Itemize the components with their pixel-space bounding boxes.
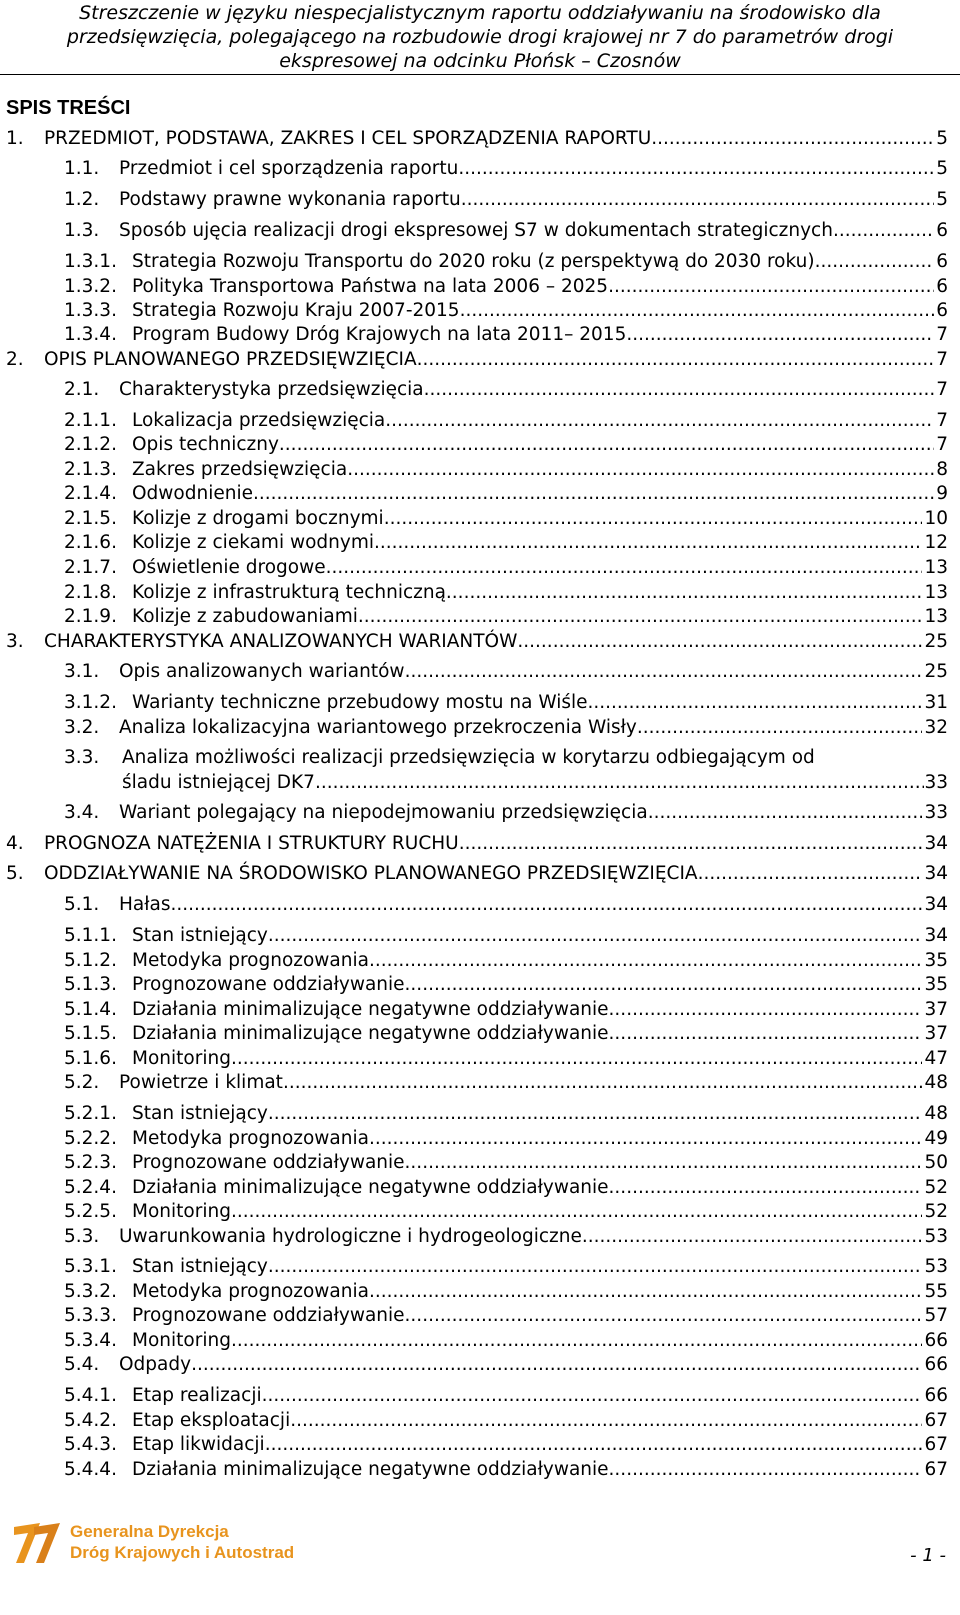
- logo-line-1: Generalna Dyrekcja: [70, 1522, 229, 1541]
- toc-dot-leader: [458, 156, 934, 181]
- toc-entry-number: 5.2.5.: [64, 1201, 117, 1222]
- toc-entry-title: Zakres przedsięwzięcia: [132, 459, 348, 480]
- toc-entry[interactable]: [64, 580, 948, 605]
- toc-entry-number: 5.1.2.: [64, 950, 117, 971]
- toc-dot-leader: [279, 432, 934, 457]
- toc-entry-title: Etap likwidacji: [132, 1434, 265, 1455]
- toc-entry-title: Prognozowane oddziaływanie: [132, 974, 405, 995]
- toc-entry[interactable]: [64, 1199, 948, 1224]
- toc-entry[interactable]: [64, 1126, 948, 1151]
- toc-entry-title: Charakterystyka przedsięwzięcia: [119, 379, 424, 400]
- toc-dot-leader: [265, 1432, 923, 1457]
- toc-entry-page: 66: [924, 1330, 948, 1351]
- toc-entry-page: 34: [924, 925, 948, 946]
- toc-entry-page: 33: [924, 772, 948, 793]
- toc-entry-page: 66: [924, 1354, 948, 1375]
- toc-dot-leader: [231, 1199, 923, 1224]
- toc-entry-title: Program Budowy Dróg Krajowych na lata 2011– 2015: [132, 324, 627, 345]
- toc-entry[interactable]: [64, 1457, 948, 1482]
- toc-entry-title: Działania minimalizujące negatywne oddziaływanie: [132, 1023, 609, 1044]
- toc-entry-number: 2.1.6.: [64, 532, 117, 553]
- toc-entry-number: 2.1.: [64, 379, 100, 400]
- toc-entry-title: Lokalizacja przedsięwzięcia: [132, 410, 386, 431]
- toc-entry-number: 5.3.4.: [64, 1330, 117, 1351]
- toc-entry-page: 67: [924, 1434, 948, 1455]
- toc-entry-number: 5.1.3.: [64, 974, 117, 995]
- toc-entry[interactable]: [64, 530, 948, 555]
- toc-dot-leader: [374, 530, 922, 555]
- toc-entry-page: 48: [924, 1072, 948, 1093]
- toc-entry-title-continued: śladu istniejącej DK7: [122, 772, 315, 793]
- toc-dot-leader: [253, 481, 934, 506]
- toc-entry[interactable]: [64, 1328, 948, 1353]
- toc-entry-title: Strategia Rozwoju Kraju 2007-2015: [132, 300, 460, 321]
- toc-entry-title: Sposób ujęcia realizacji drogi ekspresowej S7 w dokumentach strategicznych: [119, 220, 833, 241]
- toc-entry-page: 6: [936, 300, 948, 321]
- toc-entry-page: 5: [936, 128, 948, 149]
- toc-dot-leader: [517, 629, 922, 654]
- toc-dot-leader: [446, 580, 923, 605]
- toc-entry[interactable]: [64, 1254, 948, 1279]
- toc-entry-page: 50: [924, 1152, 948, 1173]
- toc-entry-title: Stan istniejący: [132, 1103, 268, 1124]
- toc-entry-number: 4.: [6, 833, 24, 854]
- toc-entry-page: 37: [924, 1023, 948, 1044]
- toc-dot-leader: [170, 892, 922, 917]
- toc-dot-leader: [651, 126, 934, 151]
- toc-entry-number: 5.3.3.: [64, 1305, 117, 1326]
- toc-entry-page: 31: [924, 692, 948, 713]
- toc-dot-leader: [648, 800, 923, 825]
- toc-entry[interactable]: [64, 408, 948, 433]
- toc-entry-number: 5.4.2.: [64, 1410, 117, 1431]
- toc-entry-number: 5.3.2.: [64, 1281, 117, 1302]
- gddkia-logo-icon: [10, 1517, 62, 1567]
- toc-entry-title: Monitoring: [132, 1201, 231, 1222]
- toc-title: SPIS TREŚCI: [6, 97, 131, 119]
- toc-dot-leader: [698, 861, 923, 886]
- toc-entry[interactable]: [64, 1432, 948, 1457]
- toc-entry-number: 1.2.: [64, 189, 100, 210]
- toc-dot-leader: [347, 457, 934, 482]
- toc-entry-number: 5.2.3.: [64, 1152, 117, 1173]
- toc-dot-leader: [191, 1352, 922, 1377]
- toc-entry-number: 1.3.4.: [64, 324, 117, 345]
- toc-entry-title: Analiza lokalizacyjna wariantowego przekroczenia Wisły: [119, 717, 637, 738]
- toc-entry-number: 5.4.1.: [64, 1385, 117, 1406]
- toc-entry-page: 55: [924, 1281, 948, 1302]
- document-header: [0, 0, 960, 74]
- toc-dot-leader: [268, 1101, 923, 1126]
- toc-dot-leader: [626, 322, 934, 347]
- header-line-2: przedsięwzięcia, polegającego na rozbudowie drogi krajowej nr 7 do parametrów drogi: [66, 26, 894, 48]
- toc-entry-title: OPIS PLANOWANEGO PRZEDSIĘWZIĘCIA: [44, 349, 417, 370]
- toc-entry-title: Metodyka prognozowania: [132, 1128, 369, 1149]
- toc-dot-leader: [405, 659, 923, 684]
- toc-entry-page: 25: [924, 631, 948, 652]
- toc-entry-title: PROGNOZA NATĘŻENIA I STRUKTURY RUCHU: [44, 833, 459, 854]
- toc-entry-number: 3.1.: [64, 661, 100, 682]
- toc-entry-number: 5.1.: [64, 894, 100, 915]
- toc-dot-leader: [405, 972, 923, 997]
- toc-dot-leader: [358, 604, 923, 629]
- toc-dot-leader: [582, 1224, 923, 1249]
- toc-entry[interactable]: [64, 457, 948, 482]
- toc-entry-number: 2.1.2.: [64, 434, 117, 455]
- toc-entry-page: 6: [936, 276, 948, 297]
- toc-entry-title: ODDZIAŁYWANIE NA ŚRODOWISKO PLANOWANEGO PRZEDSIĘWZIĘCIA: [44, 863, 698, 884]
- toc-entry-page: 52: [924, 1201, 948, 1222]
- toc-entry[interactable]: [64, 948, 948, 973]
- toc-dot-leader: [231, 1328, 923, 1353]
- toc-entry-number: 5.1.1.: [64, 925, 117, 946]
- toc-entry-page: 49: [924, 1128, 948, 1149]
- toc-dot-leader: [369, 1126, 922, 1151]
- toc-entry-page: 33: [924, 802, 948, 823]
- toc-dot-leader: [283, 1070, 923, 1095]
- header-line-1: Streszczenie w języku niespecjalistycznym raportu oddziaływaniu na środowisko dla: [79, 2, 881, 24]
- toc-entry-number: 2.1.7.: [64, 557, 117, 578]
- toc-entry-page: 32: [924, 717, 948, 738]
- toc-entry[interactable]: [6, 831, 948, 856]
- toc-entry-title: Metodyka prognozowania: [132, 950, 369, 971]
- toc-entry-number: 2.1.3.: [64, 459, 117, 480]
- toc-entry[interactable]: [64, 923, 948, 948]
- toc-entry-page: 13: [924, 557, 948, 578]
- toc-entry-page: 12: [924, 532, 948, 553]
- toc-entry[interactable]: [64, 892, 948, 917]
- toc-entry-number: 5.4.: [64, 1354, 100, 1375]
- logo-line-2: Dróg Krajowych i Autostrad: [70, 1543, 295, 1562]
- toc-entry-number: 5.2.1.: [64, 1103, 117, 1124]
- toc-entry-title: Powietrze i klimat: [119, 1072, 283, 1093]
- toc-entry[interactable]: [64, 1150, 948, 1175]
- toc-entry-title: Metodyka prognozowania: [132, 1281, 369, 1302]
- toc-entry[interactable]: [64, 218, 948, 243]
- toc-entry-number: 1.: [6, 128, 24, 149]
- toc-entry-title: Stan istniejący: [132, 1256, 268, 1277]
- toc-entry-page: 13: [924, 582, 948, 603]
- toc-dot-leader: [609, 1457, 923, 1482]
- toc-entry-number: 5.2.4.: [64, 1177, 117, 1198]
- toc-entry-number: 2.1.4.: [64, 483, 117, 504]
- toc-dot-leader: [369, 1279, 922, 1304]
- toc-entry-title: Opis analizowanych wariantów: [119, 661, 405, 682]
- toc-entry[interactable]: [64, 481, 948, 506]
- toc-entry[interactable]: [64, 690, 948, 715]
- toc-entry[interactable]: [64, 156, 948, 181]
- toc-dot-leader: [262, 1383, 923, 1408]
- toc-dot-leader: [459, 831, 923, 856]
- toc-entry-page: 7: [936, 434, 948, 455]
- toc-entry-title: Oświetlenie drogowe: [132, 557, 326, 578]
- toc-dot-leader: [609, 997, 923, 1022]
- toc-entry-number: 2.1.8.: [64, 582, 117, 603]
- toc-entry-title: Działania minimalizujące negatywne oddziaływanie: [132, 1177, 609, 1198]
- toc-entry-number: 1.1.: [64, 158, 100, 179]
- toc-entry-title: Kolizje z ciekami wodnymi: [132, 532, 374, 553]
- toc-entry-number: 5.3.: [64, 1226, 100, 1247]
- toc-entry[interactable]: [64, 745, 948, 795]
- toc-entry-title: Kolizje z zabudowaniami: [132, 606, 358, 627]
- toc-entry[interactable]: [64, 1279, 948, 1304]
- toc-entry[interactable]: [6, 126, 948, 151]
- toc-entry-page: 13: [924, 606, 948, 627]
- toc-entry-number: 5.3.1.: [64, 1256, 117, 1277]
- toc-entry-page: 25: [924, 661, 948, 682]
- toc-entry[interactable]: [64, 274, 948, 299]
- toc-dot-leader: [609, 1021, 923, 1046]
- toc-entry-number: 1.3.1.: [64, 251, 117, 272]
- toc-dot-leader: [268, 923, 923, 948]
- toc-entry[interactable]: [64, 187, 948, 212]
- toc-entry[interactable]: [64, 1303, 948, 1328]
- toc-entry[interactable]: [64, 298, 948, 323]
- toc-entry[interactable]: [6, 861, 948, 886]
- toc-entry-number: 5.: [6, 863, 24, 884]
- toc-entry-page: 57: [924, 1305, 948, 1326]
- toc-entry-page: 7: [936, 349, 948, 370]
- toc-dot-leader: [384, 506, 923, 531]
- toc-entry[interactable]: [6, 629, 948, 654]
- toc-entry[interactable]: [64, 972, 948, 997]
- toc-entry-title: Kolizje z drogami bocznymi: [132, 508, 384, 529]
- toc-entry-number: 5.2.: [64, 1072, 100, 1093]
- toc-entry-number: 5.1.5.: [64, 1023, 117, 1044]
- toc-entry-number: 3.3.: [64, 747, 100, 768]
- toc-entry-page: 67: [924, 1459, 948, 1480]
- page-number: - 1 -: [910, 1545, 946, 1566]
- toc-entry-page: 6: [936, 220, 948, 241]
- logo-text: [70, 1521, 294, 1563]
- toc-entry[interactable]: [64, 249, 948, 274]
- toc-entry-number: 5.1.6.: [64, 1048, 117, 1069]
- toc-entry-number: 1.3.3.: [64, 300, 117, 321]
- toc-entry-title: Odpady: [119, 1354, 192, 1375]
- header-divider: [0, 74, 960, 75]
- toc-entry-number: 3.2.: [64, 717, 100, 738]
- toc-dot-leader: [231, 1046, 923, 1071]
- toc-entry-page: 8: [936, 459, 948, 480]
- toc-entry-page: 66: [924, 1385, 948, 1406]
- toc-entry-title: Prognozowane oddziaływanie: [132, 1152, 405, 1173]
- toc-dot-leader: [385, 408, 934, 433]
- toc-entry-title: Działania minimalizujące negatywne oddziaływanie: [132, 999, 609, 1020]
- toc-dot-leader: [369, 948, 922, 973]
- toc-entry-page: 48: [924, 1103, 948, 1124]
- toc-entry-title: Warianty techniczne przebudowy mostu na Wiśle: [132, 692, 588, 713]
- toc-dot-leader: [609, 1175, 923, 1200]
- toc-dot-leader: [405, 1303, 923, 1328]
- toc-entry-page: 67: [924, 1410, 948, 1431]
- toc-entry-title: Monitoring: [132, 1330, 231, 1351]
- toc-entry-title: Analiza możliwości realizacji przedsięwzięcia w korytarzu odbiegającym od: [122, 747, 815, 768]
- toc-entry[interactable]: [64, 506, 948, 531]
- toc-entry[interactable]: [64, 997, 948, 1022]
- toc-entry-title: Stan istniejący: [132, 925, 268, 946]
- toc-dot-leader: [815, 249, 935, 274]
- toc-entry-title: Wariant polegający na niepodejmowaniu przedsięwzięcia: [119, 802, 648, 823]
- toc-entry[interactable]: [64, 1021, 948, 1046]
- toc-entry-page: 53: [924, 1226, 948, 1247]
- toc-entry[interactable]: [64, 659, 948, 684]
- toc-entry[interactable]: [6, 347, 948, 372]
- toc-entry-number: 5.4.3.: [64, 1434, 117, 1455]
- toc-entry-title: Hałas: [119, 894, 171, 915]
- toc-entry[interactable]: [64, 1046, 948, 1071]
- toc-dot-leader: [588, 690, 923, 715]
- gddkia-logo: [10, 1517, 320, 1567]
- toc-entry[interactable]: [64, 1383, 948, 1408]
- toc-entry-title: Przedmiot i cel sporządzenia raportu: [119, 158, 459, 179]
- toc-entry[interactable]: [64, 432, 948, 457]
- header-line-3: ekspresowej na odcinku Płońsk – Czosnów: [279, 50, 681, 72]
- toc-entry-number: 3.1.2.: [64, 692, 117, 713]
- toc-entry-title: Kolizje z infrastrukturą techniczną: [132, 582, 446, 603]
- toc-entry[interactable]: [64, 377, 948, 402]
- toc-dot-leader: [417, 347, 935, 372]
- toc-entry-title: Działania minimalizujące negatywne oddziaływanie: [132, 1459, 609, 1480]
- toc-entry[interactable]: [64, 555, 948, 580]
- toc-entry-title: Strategia Rozwoju Transportu do 2020 roku (z perspektywą do 2030 roku): [132, 251, 815, 272]
- toc-entry-page: 5: [936, 189, 948, 210]
- toc-entry-number: 5.1.4.: [64, 999, 117, 1020]
- toc-entry-page: 34: [924, 833, 948, 854]
- toc-entry-page: 47: [924, 1048, 948, 1069]
- toc-entry-page: 7: [936, 410, 948, 431]
- toc-entry-number: 3.: [6, 631, 24, 652]
- toc-entry-page: 5: [936, 158, 948, 179]
- toc-entry-page: 52: [924, 1177, 948, 1198]
- toc-entry[interactable]: [64, 715, 948, 740]
- toc-entry-title: Podstawy prawne wykonania raportu: [119, 189, 461, 210]
- toc-entry[interactable]: [64, 1408, 948, 1433]
- toc-entry-title: PRZEDMIOT, PODSTAWA, ZAKRES I CEL SPORZĄDZENIA RAPORTU: [44, 128, 652, 149]
- toc-entry-number: 1.3.2.: [64, 276, 117, 297]
- toc-dot-leader: [315, 770, 925, 795]
- toc-entry[interactable]: [64, 1224, 948, 1249]
- toc-entry-page: 53: [924, 1256, 948, 1277]
- toc-entry-number: 2.1.5.: [64, 508, 117, 529]
- toc-entry-number: 3.4.: [64, 802, 100, 823]
- toc-entry-title: Polityka Transportowa Państwa na lata 2006 – 2025: [132, 276, 609, 297]
- toc-entry[interactable]: [64, 604, 948, 629]
- toc-dot-leader: [268, 1254, 923, 1279]
- toc-entry-title: Monitoring: [132, 1048, 231, 1069]
- toc-dot-leader: [424, 377, 935, 402]
- toc-entry-number: 2.: [6, 349, 24, 370]
- toc-dot-leader: [833, 218, 934, 243]
- toc-entry-page: 37: [924, 999, 948, 1020]
- toc-entry-title: Etap realizacji: [132, 1385, 262, 1406]
- toc-dot-leader: [461, 187, 934, 212]
- toc-entry-title: Odwodnienie: [132, 483, 253, 504]
- toc-entry[interactable]: [64, 1352, 948, 1377]
- toc-entry-page: 35: [924, 950, 948, 971]
- toc-entry-page: 34: [924, 894, 948, 915]
- toc-entry-page: 34: [924, 863, 948, 884]
- toc-entry-number: 2.1.1.: [64, 410, 117, 431]
- toc-entry-page: 9: [936, 483, 948, 504]
- toc-entry[interactable]: [64, 1175, 948, 1200]
- toc-entry-page: 7: [936, 324, 948, 345]
- toc-dot-leader: [326, 555, 923, 580]
- toc-entry-page: 7: [936, 379, 948, 400]
- toc-dot-leader: [608, 274, 934, 299]
- toc-dot-leader: [460, 298, 935, 323]
- toc-entry[interactable]: [64, 800, 948, 825]
- toc-entry-title: Etap eksploatacji: [132, 1410, 291, 1431]
- toc-entry-number: 5.4.4.: [64, 1459, 117, 1480]
- toc-entry[interactable]: [64, 1101, 948, 1126]
- toc-entry-number: 2.1.9.: [64, 606, 117, 627]
- toc-entry-number: 1.3.: [64, 220, 100, 241]
- toc-dot-leader: [290, 1408, 922, 1433]
- toc-entry-title: Opis techniczny: [132, 434, 279, 455]
- toc-entry[interactable]: [64, 322, 948, 347]
- toc-dot-leader: [405, 1150, 923, 1175]
- toc-entry-page: 6: [936, 251, 948, 272]
- toc-entry-title: CHARAKTERYSTYKA ANALIZOWANYCH WARIANTÓW: [44, 631, 518, 652]
- toc-entry-page: 35: [924, 974, 948, 995]
- toc-entry-number: 5.2.2.: [64, 1128, 117, 1149]
- toc-dot-leader: [637, 715, 923, 740]
- toc-entry-title: Prognozowane oddziaływanie: [132, 1305, 405, 1326]
- toc-entry-page: 10: [924, 508, 948, 529]
- toc-entry-title: Uwarunkowania hydrologiczne i hydrogeologiczne: [119, 1226, 582, 1247]
- toc-entry[interactable]: [64, 1070, 948, 1095]
